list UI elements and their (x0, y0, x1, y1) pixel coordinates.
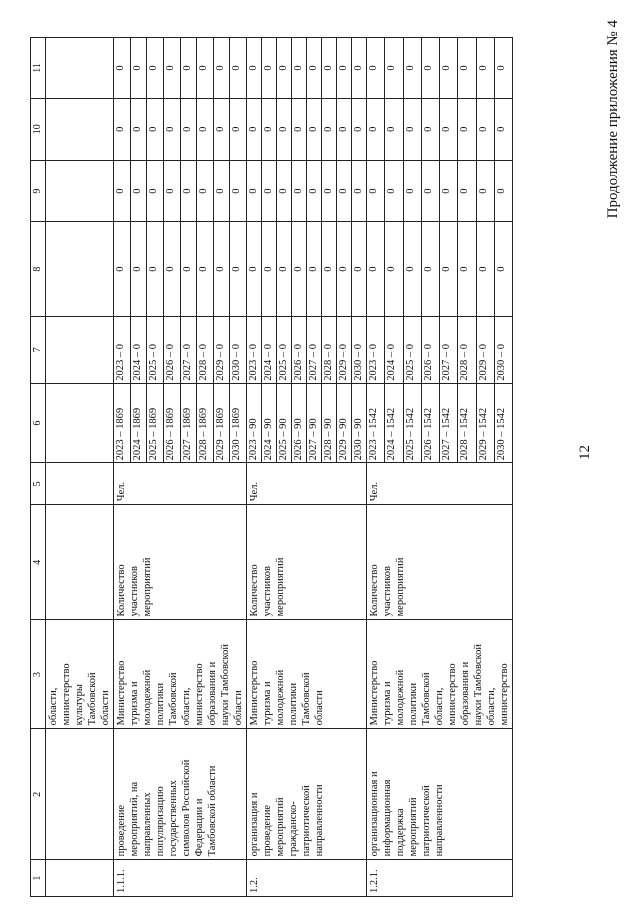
text-line: туризма и (129, 681, 140, 726)
value-cell: 0 (180, 38, 197, 99)
planned-value-cell: 2028 – 1542 (458, 383, 476, 463)
planned-value-cell: 2023 – 90 (247, 383, 262, 463)
text-line: направленности (314, 784, 325, 857)
value-cell: 0 (322, 38, 337, 99)
actual-value-cell: 2026 – 0 (163, 316, 180, 383)
text-line: политики (408, 682, 419, 726)
actual-value-cell: 2023 – 0 (114, 316, 131, 383)
column-number: 8 (31, 222, 46, 316)
text-line: науки Тамбовской (220, 644, 231, 726)
column-number: 7 (31, 316, 46, 383)
value-cell: 0 (114, 160, 131, 222)
planned-value-cell: 2027 – 90 (307, 383, 322, 463)
text-line: информационная (382, 779, 393, 857)
actual-value-cell: 2029 – 0 (213, 316, 230, 383)
planned-value-cell: 2024 – 1542 (385, 383, 403, 463)
value-cell: 0 (337, 98, 352, 160)
value-cell: 0 (197, 38, 214, 99)
program-table (30, 37, 513, 897)
executor-cell (367, 620, 513, 729)
value-cell: 0 (277, 98, 292, 160)
value-cell: 0 (367, 98, 385, 160)
actual-value-cell: 2029 – 0 (476, 316, 494, 383)
value-cell: 0 (230, 222, 247, 316)
text-line: области (233, 690, 244, 726)
text-line: мероприятий (275, 797, 286, 857)
text-line: молодежной (275, 669, 286, 726)
text-line: направленности (434, 784, 445, 857)
column-number: 4 (31, 505, 46, 620)
value-cell: 0 (147, 222, 164, 316)
text-line: организация и (249, 792, 260, 857)
value-cell: 0 (163, 222, 180, 316)
value-cell: 0 (262, 38, 277, 99)
value-cell: 0 (421, 160, 439, 222)
planned-value-cell: 2024 – 1869 (130, 383, 147, 463)
text-line: Министерство (116, 660, 127, 726)
value-cell: 0 (403, 38, 421, 99)
unit-cell: Чел. (247, 463, 367, 505)
value-cell: 0 (247, 38, 262, 99)
value-cell: 0 (114, 98, 131, 160)
text-line: туризма и (262, 681, 273, 726)
text-line: Количество (249, 564, 260, 617)
value-cell: 0 (292, 98, 307, 160)
text-line: области (100, 690, 111, 726)
text-line: науки Тамбовской (473, 644, 484, 726)
value-cell: 0 (421, 98, 439, 160)
value-cell: 0 (292, 38, 307, 99)
unit-cell: Чел. (114, 463, 247, 505)
value-cell: 0 (277, 222, 292, 316)
value-cell: 0 (180, 98, 197, 160)
value-cell: 0 (163, 98, 180, 160)
text-line: государственных (168, 780, 179, 857)
planned-value-cell: 2025 – 1869 (147, 383, 164, 463)
value-cell: 0 (367, 38, 385, 99)
actual-value-cell: 2026 – 0 (292, 316, 307, 383)
value-cell: 0 (230, 160, 247, 222)
value-cell: 0 (307, 98, 322, 160)
item-number-cell: 1.2.1. (367, 860, 513, 897)
column-number: 1 (31, 860, 46, 897)
value-cell: 0 (385, 160, 403, 222)
value-cell: 0 (114, 222, 131, 316)
planned-value-cell: 2028 – 90 (322, 383, 337, 463)
value-cell: 0 (476, 98, 494, 160)
table-row (247, 38, 262, 897)
column-number: 11 (31, 38, 46, 99)
actual-value-cell: 2024 – 0 (385, 316, 403, 383)
value-cell: 0 (476, 222, 494, 316)
value-cell: 0 (494, 160, 512, 222)
actual-value-cell: 2024 – 0 (130, 316, 147, 383)
text-line: области, (181, 687, 192, 726)
actual-value-cell: 2030 – 0 (494, 316, 512, 383)
text-line: популяризацию (155, 786, 166, 857)
activity-name-cell (247, 729, 367, 860)
planned-value-cell: 2026 – 1542 (421, 383, 439, 463)
value-cell: 0 (476, 38, 494, 99)
text-line: проведение (116, 804, 127, 857)
unit-cell: Чел. (367, 463, 513, 505)
text-line: направленных (142, 792, 153, 857)
text-line: молодежной (142, 669, 153, 726)
value-cell: 0 (322, 98, 337, 160)
text-line: Количество (116, 564, 127, 617)
value-cell: 0 (247, 160, 262, 222)
actual-value-cell: 2029 – 0 (337, 316, 352, 383)
value-cell: 0 (230, 98, 247, 160)
text-line: мероприятий (408, 797, 419, 857)
text-line: туризма и (382, 681, 393, 726)
value-cell: 0 (230, 38, 247, 99)
text-line: Количество (369, 564, 380, 617)
text-line: области, (48, 687, 59, 726)
text-line: образования и (207, 661, 218, 726)
text-line: гражданско- (288, 801, 299, 857)
value-cell: 0 (337, 160, 352, 222)
text-line: образования и (460, 661, 471, 726)
column-number: 3 (31, 620, 46, 729)
value-cell: 0 (367, 160, 385, 222)
text-line: мероприятий, на (129, 781, 140, 857)
value-cell: 0 (213, 38, 230, 99)
value-cell: 0 (385, 38, 403, 99)
value-cell: 0 (494, 98, 512, 160)
value-cell: 0 (421, 222, 439, 316)
planned-value-cell: 2025 – 1542 (403, 383, 421, 463)
value-cell: 0 (440, 98, 458, 160)
value-cell: 0 (262, 98, 277, 160)
planned-value-cell: 2025 – 90 (277, 383, 292, 463)
value-cell: 0 (367, 222, 385, 316)
value-cell: 0 (440, 38, 458, 99)
column-number: 2 (31, 729, 46, 860)
value-cell: 0 (385, 222, 403, 316)
indicator-cell (247, 505, 367, 620)
value-cell: 0 (292, 160, 307, 222)
value-cell: 0 (307, 38, 322, 99)
value-cell: 0 (147, 98, 164, 160)
value-cell: 0 (262, 160, 277, 222)
value-cell: 0 (307, 222, 322, 316)
planned-value-cell: 2026 – 90 (292, 383, 307, 463)
activity-name-cell (367, 729, 513, 860)
value-cell: 0 (213, 160, 230, 222)
planned-value-cell: 2027 – 1869 (180, 383, 197, 463)
value-cell: 0 (440, 160, 458, 222)
column-number: 10 (31, 98, 46, 160)
actual-value-cell: 2027 – 0 (440, 316, 458, 383)
value-cell: 0 (262, 222, 277, 316)
value-cell: 0 (403, 222, 421, 316)
table-row (114, 38, 131, 897)
value-cell: 0 (337, 38, 352, 99)
planned-value-cell: 2024 – 90 (262, 383, 277, 463)
column-number: 9 (31, 160, 46, 222)
value-cell: 0 (458, 98, 476, 160)
text-line: Федерации и (194, 798, 205, 857)
continuation-row (46, 38, 114, 897)
executor-cell (114, 620, 247, 729)
value-cell: 0 (352, 222, 367, 316)
value-cell: 0 (147, 160, 164, 222)
text-line: культуры (74, 684, 85, 726)
text-line: мероприятий (395, 557, 406, 617)
text-line: мероприятий (142, 557, 153, 617)
value-cell: 0 (476, 160, 494, 222)
table-row (367, 38, 385, 897)
planned-value-cell: 2028 – 1869 (197, 383, 214, 463)
value-cell: 0 (197, 98, 214, 160)
value-cell: 0 (197, 222, 214, 316)
value-cell: 0 (352, 98, 367, 160)
value-cell: 0 (337, 222, 352, 316)
value-cell: 0 (440, 222, 458, 316)
text-line: Тамбовской (301, 672, 312, 726)
value-cell: 0 (213, 98, 230, 160)
value-cell: 0 (385, 98, 403, 160)
page-number: 12 (577, 445, 593, 460)
value-cell: 0 (130, 160, 147, 222)
planned-value-cell: 2030 – 1542 (494, 383, 512, 463)
text-line: Тамбовской (87, 672, 98, 726)
text-line: символов Российской (181, 759, 192, 857)
value-cell: 0 (130, 38, 147, 99)
actual-value-cell: 2028 – 0 (322, 316, 337, 383)
actual-value-cell: 2027 – 0 (307, 316, 322, 383)
value-cell: 0 (163, 160, 180, 222)
value-cell: 0 (421, 38, 439, 99)
planned-value-cell: 2029 – 1542 (476, 383, 494, 463)
actual-value-cell: 2024 – 0 (262, 316, 277, 383)
value-cell: 0 (277, 38, 292, 99)
planned-value-cell: 2026 – 1869 (163, 383, 180, 463)
value-cell: 0 (352, 38, 367, 99)
value-cell: 0 (180, 160, 197, 222)
value-cell: 0 (494, 38, 512, 99)
text-line: области, (486, 687, 497, 726)
actual-value-cell: 2023 – 0 (367, 316, 385, 383)
text-line: организационная и (369, 771, 380, 857)
item-number-cell: 1.2. (247, 860, 367, 897)
value-cell: 0 (458, 160, 476, 222)
value-cell: 0 (322, 160, 337, 222)
text-line: патриотической (301, 785, 312, 857)
text-line: проведение (262, 804, 273, 857)
planned-value-cell: 2023 – 1542 (367, 383, 385, 463)
text-line: министерство (499, 663, 510, 726)
text-line: поддержка (395, 808, 406, 857)
planned-value-cell: 2023 – 1869 (114, 383, 131, 463)
text-line: министерство (447, 663, 458, 726)
text-line: Министерство (369, 660, 380, 726)
value-cell: 0 (163, 38, 180, 99)
item-number-cell: 1.1.1. (114, 860, 247, 897)
planned-value-cell: 2030 – 1869 (230, 383, 247, 463)
text-line: Министерство (249, 660, 260, 726)
text-line: министерство (61, 663, 72, 726)
text-line: Тамбовской (168, 672, 179, 726)
text-line: участников (382, 566, 393, 617)
column-number-row (31, 38, 46, 897)
actual-value-cell: 2028 – 0 (197, 316, 214, 383)
actual-value-cell: 2028 – 0 (458, 316, 476, 383)
actual-value-cell: 2030 – 0 (230, 316, 247, 383)
value-cell: 0 (277, 160, 292, 222)
value-cell: 0 (494, 222, 512, 316)
value-cell: 0 (352, 160, 367, 222)
value-cell: 0 (114, 38, 131, 99)
text-line: политики (288, 682, 299, 726)
value-cell: 0 (307, 160, 322, 222)
value-cell: 0 (197, 160, 214, 222)
actual-value-cell: 2030 – 0 (352, 316, 367, 383)
column-number: 5 (31, 463, 46, 505)
value-cell: 0 (147, 38, 164, 99)
text-line: Тамбовской области (207, 765, 218, 857)
planned-value-cell: 2029 – 90 (337, 383, 352, 463)
executor-cell (46, 620, 114, 729)
actual-value-cell: 2026 – 0 (421, 316, 439, 383)
text-line: области, (434, 687, 445, 726)
planned-value-cell: 2029 – 1869 (213, 383, 230, 463)
text-line: мероприятий (275, 557, 286, 617)
text-line: молодежной (395, 669, 406, 726)
text-line: политики (155, 682, 166, 726)
actual-value-cell: 2027 – 0 (180, 316, 197, 383)
text-line: министерство (194, 663, 205, 726)
text-line: Тамбовской (421, 672, 432, 726)
actual-value-cell: 2025 – 0 (277, 316, 292, 383)
value-cell: 0 (213, 222, 230, 316)
text-line: области (314, 690, 325, 726)
executor-cell (247, 620, 367, 729)
value-cell: 0 (130, 222, 147, 316)
value-cell: 0 (322, 222, 337, 316)
text-line: участников (262, 566, 273, 617)
appendix-note: Продолжение приложения № 4 (605, 20, 621, 219)
value-cell: 0 (180, 222, 197, 316)
value-cell: 0 (458, 222, 476, 316)
value-cell: 0 (292, 222, 307, 316)
indicator-cell (367, 505, 513, 620)
indicator-cell (114, 505, 247, 620)
actual-value-cell: 2025 – 0 (147, 316, 164, 383)
value-cell: 0 (130, 98, 147, 160)
actual-value-cell: 2023 – 0 (247, 316, 262, 383)
value-cell: 0 (403, 160, 421, 222)
activity-name-cell (114, 729, 247, 860)
value-cell: 0 (403, 98, 421, 160)
planned-value-cell: 2030 – 90 (352, 383, 367, 463)
actual-value-cell: 2025 – 0 (403, 316, 421, 383)
planned-value-cell: 2027 – 1542 (440, 383, 458, 463)
text-line: участников (129, 566, 140, 617)
column-number: 6 (31, 383, 46, 463)
text-line: патриотической (421, 785, 432, 857)
value-cell: 0 (247, 98, 262, 160)
value-cell: 0 (458, 38, 476, 99)
value-cell: 0 (247, 222, 262, 316)
